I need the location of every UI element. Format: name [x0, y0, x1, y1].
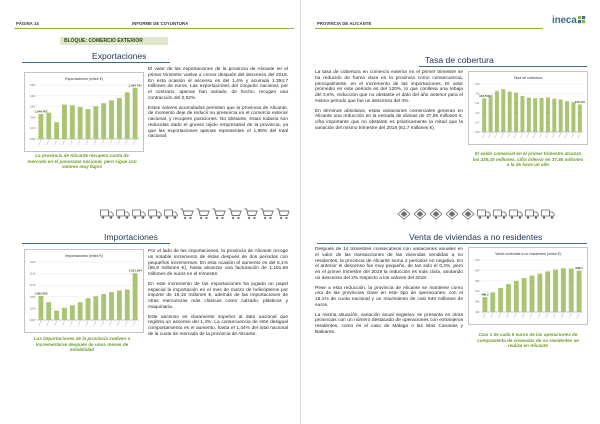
exports-y-tick-label: 1400	[29, 84, 36, 87]
logo-mark-icon	[578, 16, 586, 24]
cart-basket	[197, 209, 210, 216]
imports-y-tick-label: 1080	[29, 295, 36, 299]
exports-x-tick	[62, 140, 64, 145]
truck-cab	[502, 212, 507, 216]
report-title: INFORME DE COYUNTURA	[132, 21, 189, 26]
housing-chart	[468, 247, 588, 325]
decorative-icon-row	[397, 206, 555, 222]
coverage-title-rule	[419, 66, 587, 67]
exports-paragraph: Estos valores acumulados permiten que la provincia de Alicante, de momento deje de reducir su presencia en el comercio exterior nacional, y recupere posiciones. No obstante, éstas todavía son reducidas dado el grueso tejido empresarial de la provincia, ya que las exportaciones apenas representan el 1,96% del total nacional.	[148, 105, 288, 140]
housing-bar	[569, 268, 574, 312]
diamond-core	[417, 211, 424, 217]
housing-x-tick	[554, 313, 556, 318]
housing-chart-svg	[469, 248, 587, 324]
imports-x-tick	[133, 321, 135, 326]
truck-wheel	[511, 216, 514, 219]
truck-body	[101, 210, 109, 216]
imports-bar	[38, 296, 43, 320]
imports-title: Importaciones	[104, 232, 158, 242]
coverage-bar	[489, 95, 493, 132]
housing-bar	[506, 284, 511, 312]
exports-text	[148, 67, 288, 144]
coverage-bar	[514, 93, 518, 132]
coverage-bar	[578, 104, 582, 132]
exports-bar	[46, 113, 51, 139]
housing-bar	[490, 292, 495, 312]
truck-wheel	[126, 216, 129, 219]
housing-x-tick	[499, 313, 501, 318]
exports-x-tick	[70, 140, 72, 145]
exports-paragraph: El valor de las exportaciones de la provincia de Alicante en el primer trimestre vuelve a crecer después del descenso del 2018. En esta ocasión el ascenso es del 1,4% y acumula 1.394,7 millones de euros. Las exportaciones del conjunto nacional, por el contrario, apenas han variado, de hecho, recogen una contracción del 0,02%.	[148, 67, 288, 101]
diamond-icon	[397, 208, 411, 220]
coverage-first-data-label: 124,5%	[479, 93, 490, 98]
truck-cab	[518, 212, 523, 216]
coverage-y-tick-label: 114	[475, 111, 480, 115]
housing-x-tick	[569, 313, 571, 318]
imports-y-tick-label: 1120	[29, 284, 36, 288]
exports-x-tick	[78, 140, 80, 145]
truck-cab	[109, 212, 114, 216]
imports-chart	[24, 249, 144, 333]
truck-wheel	[134, 216, 137, 219]
truck-cab	[550, 212, 555, 216]
exports-bar	[38, 114, 43, 139]
truck-body	[526, 210, 534, 216]
exports-y-tick-label: 1300	[29, 138, 36, 141]
truck-icon	[164, 208, 178, 220]
exports-bar	[109, 100, 114, 139]
housing-x-tick	[538, 313, 540, 318]
cart-wheel	[280, 217, 282, 219]
housing-y-tick-label: 640	[475, 269, 480, 273]
imports-y-tick-label: 1000	[29, 319, 36, 322]
coverage-bar	[546, 98, 550, 132]
decorative-icon-row	[100, 206, 290, 222]
cart-basket	[213, 209, 226, 216]
cart-wheel	[232, 217, 234, 219]
exports-bar	[93, 106, 98, 139]
right-page	[300, 0, 600, 424]
exports-x-tick	[39, 140, 41, 145]
coverage-x-tick	[527, 133, 529, 138]
exports-bar	[78, 107, 83, 139]
truck-body	[478, 210, 486, 216]
cart-wheel	[253, 217, 255, 219]
exports-last-data-label: 1.394.741	[128, 83, 142, 88]
housing-caption: Casi 1 de cada 5 euros de las operaciones de compraventa de viviendas de no residentes se realiza en Alicante	[477, 332, 579, 349]
coverage-y-tick-label: 121	[475, 102, 480, 106]
exports-caption: La provincia de Alicante recupera cuota de mercado en el panorama nacional, pero sigue con valores muy bajos	[27, 153, 137, 170]
coverage-x-tick	[495, 133, 497, 138]
coverage-bar	[571, 102, 575, 132]
housing-bar	[561, 268, 566, 312]
housing-y-tick-label: 700	[475, 259, 480, 262]
coverage-x-tick	[533, 133, 535, 138]
exports-x-tick	[133, 140, 135, 145]
cart-icon	[260, 208, 274, 220]
cart-wheel	[264, 217, 266, 219]
coverage-paragraph: La tasa de cobertura en comercio exterior en el primer trimestre se ha reducido de forma clara en la provincia como consecuencia, principalmente, en el incremento de las importaciones. El valor promedio en este periodo es del 120%, lo que conlleva una rebaja del 3,6%, reducción que no obstante el dato del año anterior para el mismo periodo que fue un descenso del 4%.	[315, 70, 463, 104]
truck-wheel	[102, 216, 105, 219]
truck-wheel	[495, 216, 498, 219]
truck-wheel	[543, 216, 546, 219]
logo-text: ineca	[552, 15, 577, 26]
coverage-bar	[565, 101, 569, 132]
imports-bar	[62, 308, 67, 320]
coverage-x-tick	[552, 133, 554, 138]
housing-bar	[522, 278, 527, 312]
coverage-chart	[468, 71, 588, 145]
housing-x-tick	[530, 313, 532, 318]
coverage-bar	[508, 92, 512, 132]
imports-bar	[101, 294, 106, 320]
section-band: BLOQUE: COMERCIO EXTERIOR	[60, 37, 168, 45]
truck-icon	[509, 208, 523, 220]
housing-bar	[514, 281, 519, 312]
housing-bar	[498, 288, 503, 312]
imports-x-tick	[102, 321, 104, 326]
exports-bar	[125, 92, 130, 139]
coverage-chart-svg	[469, 72, 587, 144]
cart-wheel	[216, 217, 218, 219]
coverage-bar	[495, 91, 499, 132]
cart-wheel	[189, 217, 191, 219]
truck-wheel	[487, 216, 490, 219]
exports-title-rule	[22, 62, 170, 63]
coverage-y-tick-label: 135	[475, 83, 480, 86]
coverage-x-tick	[508, 133, 510, 138]
imports-x-tick	[39, 321, 41, 326]
cart-icon	[196, 208, 210, 220]
housing-paragraph: La misma situación, variación anual negativa, se presenta en otras provincias con un número destacado de operaciones con extranjeros residentes, como es el caso de Málaga o las islas Canarias y Baleares.	[315, 312, 463, 335]
imports-x-tick	[117, 321, 119, 326]
imports-bar	[86, 298, 91, 320]
ineca-logo	[552, 15, 586, 26]
exports-x-tick	[102, 140, 104, 145]
truck-wheel	[551, 216, 554, 219]
truck-icon	[541, 208, 555, 220]
diamond-core	[465, 211, 472, 217]
housing-x-tick	[561, 313, 563, 318]
exports-x-tick	[86, 140, 88, 145]
truck-wheel	[158, 216, 161, 219]
housing-y-tick-label: 460	[475, 300, 480, 304]
coverage-bar	[482, 98, 486, 132]
imports-x-tick	[78, 321, 80, 326]
cart-basket	[277, 209, 290, 216]
coverage-bar	[540, 98, 544, 132]
imports-x-tick	[86, 321, 88, 326]
coverage-x-tick	[578, 133, 580, 138]
exports-chart	[24, 72, 144, 152]
housing-y-tick-label: 400	[475, 311, 480, 314]
imports-title-rule	[22, 243, 170, 244]
housing-y-tick-label: 580	[475, 279, 480, 283]
diamond-core	[401, 211, 408, 217]
imports-first-data-label: 1.082.955	[34, 291, 48, 296]
imports-chart-title: Importaciones (miles €)	[65, 254, 103, 258]
imports-last-data-label: 1.161.564	[128, 268, 142, 273]
cart-wheel	[205, 217, 207, 219]
truck-cab	[141, 212, 146, 216]
exports-y-tick-label: 1320	[29, 127, 36, 131]
imports-bar	[70, 305, 75, 320]
coverage-bar	[533, 98, 537, 132]
imports-x-tick	[94, 321, 96, 326]
truck-wheel	[110, 216, 113, 219]
cart-wheel	[285, 217, 287, 219]
housing-x-tick	[491, 313, 493, 318]
exports-first-data-label: 1.346.407	[34, 109, 48, 114]
cart-wheel	[184, 217, 186, 219]
truck-body	[149, 210, 157, 216]
imports-text	[148, 249, 288, 342]
housing-bar	[530, 276, 535, 312]
diamond-icon	[445, 208, 459, 220]
coverage-x-tick	[514, 133, 516, 138]
coverage-x-tick	[489, 133, 491, 138]
imports-paragraph: En este incremento de las importaciones ha jugado un papel especial la importación en el mes de marzo de helicópteros por importe de 19,15 millones €, además de las importaciones de otras mercancías más clásicas como calzado, plásticos y maquinaria.	[148, 281, 288, 310]
housing-bar	[553, 270, 558, 312]
housing-x-tick	[577, 313, 579, 318]
page-number: PÁGINA 14	[16, 21, 39, 26]
truck-wheel	[166, 216, 169, 219]
truck-cab	[173, 212, 178, 216]
coverage-title: Tasa de cobertura	[425, 55, 494, 65]
housing-chart-title: Venta viviendas a no residentes (miles €)	[495, 252, 561, 256]
cart-basket	[181, 209, 194, 216]
imports-bar	[133, 273, 138, 320]
truck-wheel	[519, 216, 522, 219]
coverage-bar	[527, 98, 531, 132]
housing-title-rule	[317, 243, 587, 244]
truck-wheel	[118, 216, 121, 219]
truck-wheel	[503, 216, 506, 219]
imports-chart-svg	[25, 250, 143, 332]
truck-icon	[493, 208, 507, 220]
imports-x-tick	[55, 321, 57, 326]
cart-icon	[180, 208, 194, 220]
coverage-text	[315, 70, 463, 136]
truck-body	[510, 210, 518, 216]
exports-bar	[62, 105, 67, 139]
housing-bar	[537, 274, 542, 312]
coverage-x-tick	[520, 133, 522, 138]
coverage-y-tick-label: 100	[475, 131, 480, 134]
coverage-caption: El saldo comercial en el primer trimestre alcanza los 239,16 millones, cifra inferior en 37,85 millones a la de hace un año	[472, 151, 584, 168]
exports-chart-svg	[25, 73, 143, 151]
coverage-y-tick-label: 107	[475, 121, 480, 125]
coverage-x-tick	[546, 133, 548, 138]
housing-x-tick	[522, 313, 524, 318]
imports-y-tick-label: 1040	[29, 307, 36, 311]
exports-title: Exportaciones	[92, 51, 147, 61]
exports-y-tick-label: 1380	[29, 94, 36, 98]
exports-x-tick	[94, 140, 96, 145]
truck-icon	[148, 208, 162, 220]
housing-bar	[545, 271, 550, 312]
housing-bar	[577, 271, 582, 312]
imports-bar	[54, 311, 59, 320]
housing-paragraph: Pese a esta reducción, la provincia de Alicante se mantiene como una de las provincias clave en este tipo de operaciones, con el 18,1% de cuota nacional y un movimiento de casi 640 millones de euros.	[315, 285, 463, 308]
imports-x-tick	[47, 321, 49, 326]
truck-body	[117, 210, 125, 216]
truck-cab	[534, 212, 539, 216]
truck-body	[542, 210, 550, 216]
coverage-bar	[552, 99, 556, 132]
coverage-x-tick	[565, 133, 567, 138]
coverage-x-tick	[571, 133, 573, 138]
exports-bar	[133, 88, 138, 139]
housing-x-tick	[514, 313, 516, 318]
exports-bar	[54, 122, 59, 139]
housing-x-tick	[546, 313, 548, 318]
imports-paragraph: Este ascenso es claramente superior al dato nacional que registra un ascenso del 1,4%. La consecuencia de este desigual comportamiento es el aumento, hasta el 1,44% del total nacional de la cuota de mercado de la provincia de Alicante.	[148, 314, 288, 337]
cart-basket	[245, 209, 258, 216]
truck-icon	[132, 208, 146, 220]
exports-bar	[86, 109, 91, 139]
housing-x-tick	[506, 313, 508, 318]
coverage-x-tick	[559, 133, 561, 138]
cart-wheel	[269, 217, 271, 219]
truck-body	[133, 210, 141, 216]
housing-first-data-label: 486.2	[481, 292, 489, 297]
cart-wheel	[221, 217, 223, 219]
truck-wheel	[142, 216, 145, 219]
coverage-x-tick	[482, 133, 484, 138]
housing-title: Venta de viviendas a no residentes	[409, 232, 543, 242]
coverage-bar	[501, 89, 505, 132]
truck-cab	[157, 212, 162, 216]
section-name: PROVINCIA DE ALICANTE	[317, 21, 372, 26]
diamond-icon	[413, 208, 427, 220]
housing-y-tick-label: 520	[475, 290, 480, 294]
housing-text	[315, 247, 463, 340]
cart-wheel	[248, 217, 250, 219]
coverage-y-tick-label: 128	[475, 92, 480, 96]
coverage-bar	[520, 96, 524, 132]
imports-bar	[46, 302, 51, 320]
exports-bar	[101, 103, 106, 139]
imports-x-tick	[125, 321, 127, 326]
cart-icon	[276, 208, 290, 220]
coverage-last-data-label: 120,1%	[574, 99, 585, 104]
truck-icon	[525, 208, 539, 220]
exports-chart-title: Exportaciones (miles €)	[65, 77, 103, 81]
truck-icon	[100, 208, 114, 220]
cart-basket	[261, 209, 274, 216]
cart-wheel	[237, 217, 239, 219]
exports-x-tick	[125, 140, 127, 145]
imports-bar	[78, 302, 83, 320]
imports-y-tick-label: 1160	[29, 272, 36, 276]
imports-caption: Las importaciones de la provincia vuelven a incrementarse después de unos meses de estabilidad	[33, 336, 131, 353]
truck-wheel	[174, 216, 177, 219]
diamond-icon	[461, 208, 475, 220]
imports-bar	[109, 292, 114, 320]
imports-paragraph: Por el lado de las importaciones, la provincia de Alicante recoge un notable incremento de éstas después de dos periodos con pequeños incrementos. En esta ocasión el aumento es del 5,1% (56,8 millones €), hasta alcanzar una facturación de 1.161,56 millones de euros en el trimestre.	[148, 249, 288, 277]
imports-bar	[93, 296, 98, 320]
cart-icon	[228, 208, 242, 220]
imports-x-tick	[62, 321, 64, 326]
housing-x-tick	[483, 313, 485, 318]
coverage-paragraph: En términos absolutos, estas variaciones comerciales generan en Alicante una reducción en la entrada de divisas de 37,85 millones €, cifra importante que no obstante es prácticamente la mitad que la variación del mismo trimestre del 2018 (61,7 millones €).	[315, 108, 463, 131]
truck-wheel	[535, 216, 538, 219]
cart-basket	[229, 209, 242, 216]
truck-cab	[125, 212, 130, 216]
coverage-bar	[559, 99, 563, 132]
diamond-core	[433, 211, 440, 217]
imports-bar	[125, 289, 130, 320]
truck-wheel	[479, 216, 482, 219]
coverage-x-tick	[540, 133, 542, 138]
truck-icon	[477, 208, 491, 220]
diamond-core	[449, 211, 456, 217]
truck-wheel	[150, 216, 153, 219]
cart-icon	[212, 208, 226, 220]
cart-icon	[244, 208, 258, 220]
diamond-icon	[429, 208, 443, 220]
exports-bar	[70, 105, 75, 139]
imports-x-tick	[70, 321, 72, 326]
housing-last-data-label: 638.1	[575, 266, 583, 271]
exports-x-tick	[55, 140, 57, 145]
truck-cab	[486, 212, 491, 216]
coverage-chart-title: Tasa de cobertura	[513, 76, 543, 80]
truck-wheel	[527, 216, 530, 219]
imports-x-tick	[110, 321, 112, 326]
truck-icon	[116, 208, 130, 220]
exports-y-tick-label: 1360	[29, 105, 36, 109]
imports-bar	[117, 290, 122, 320]
cart-wheel	[200, 217, 202, 219]
housing-bar	[482, 297, 487, 312]
exports-x-tick	[110, 140, 112, 145]
housing-paragraph: Después de 14 trimestres consecutivos con variaciones anuales en el valor de las transacciones de las viviendas vendidas a no residentes, la provincia de Alicante suma 2 periodos en negativo. En el anterior el descenso fue muy pequeño, de tan solo el 0,2%, pero en el primer trimestre del 2019 la reducción es más clara, anotando un descenso del 2% respecto a los valores del 2018.	[315, 247, 463, 281]
coverage-x-tick	[501, 133, 503, 138]
exports-x-tick	[117, 140, 119, 145]
truck-body	[494, 210, 502, 216]
exports-y-tick-label: 1340	[29, 116, 36, 120]
exports-x-tick	[47, 140, 49, 145]
exports-bar	[117, 98, 122, 139]
truck-body	[165, 210, 173, 216]
imports-y-tick-label: 1200	[29, 261, 36, 264]
